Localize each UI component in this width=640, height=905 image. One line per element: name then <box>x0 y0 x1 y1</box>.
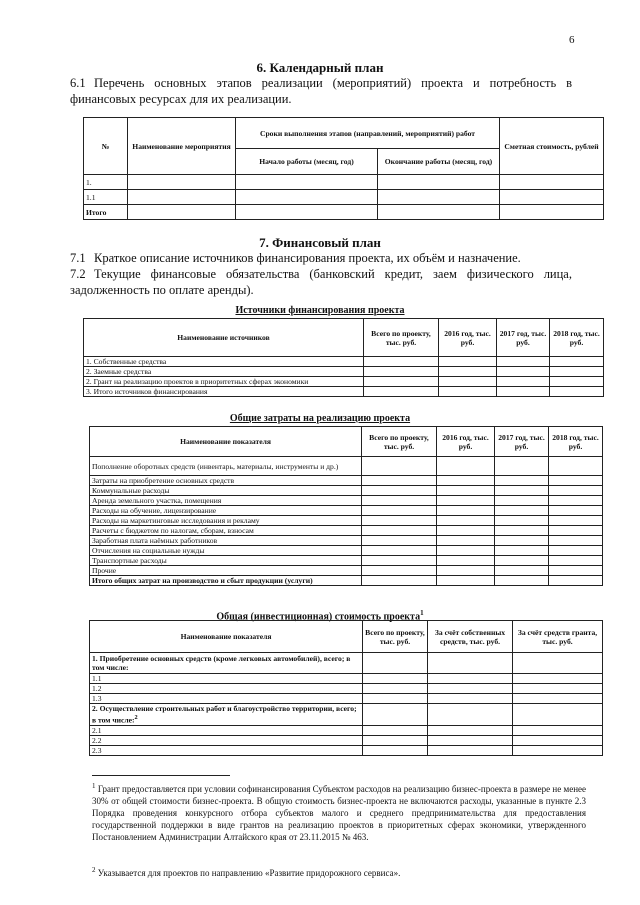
footnote-2 <box>92 864 586 879</box>
table-row-label: Итого <box>84 205 128 220</box>
sources-table <box>83 318 604 397</box>
footnote-text: Грант предоставляется при условии софинансирования Субъектом расходов на реализацию бизнес-проекта в размере не менее 30% от общей стоимости бизнес-проекта. В общую стоимость бизнес-проекта не включаются расходы, указанные в пункте 2.3 Порядка проведения конкурсного отбора субъектов малого и среднего предпринимательства для предоставления государственной поддержки в виде грантов на реализацию проектов в приоритетных сферах экономики, утвержденного Постановлением Администрации Алтайского края от 23.11.2015 № 463. <box>92 784 587 842</box>
col-start-header: Начало работы (месяц, год) <box>236 149 378 175</box>
table-row-label: Отчисления на социальные нужды <box>90 546 362 556</box>
table-row-label: 1.3 <box>90 694 363 704</box>
calendar-plan-table <box>83 117 604 220</box>
col-header: 2016 год, тыс. руб. <box>437 427 495 457</box>
table-row-label: 1.1 <box>90 674 363 684</box>
section-7-item-2 <box>70 266 572 298</box>
table-row-label: Аренда земельного участка, помещения <box>90 496 362 506</box>
item-number: 6.1 <box>70 76 86 90</box>
footnote-mark: 2 <box>134 714 138 721</box>
footnote-1 <box>92 780 586 843</box>
table-row-label: Заработная плата наёмных работников <box>90 536 362 546</box>
costs-table-caption: Общие затраты на реализацию проекта <box>229 413 411 424</box>
col-header: 2017 год, тыс. руб. <box>495 427 549 457</box>
sources-table-caption: Источники финансирования проекта <box>235 305 405 316</box>
table-row-label: 1. Собственные средства <box>84 357 364 367</box>
table-row-label: Затраты на приобретение основных средств <box>90 476 362 486</box>
page-number: 6 <box>569 34 575 46</box>
col-cost-header: Сметная стоимость, рублей <box>500 118 604 175</box>
footnote-mark: 2 <box>92 866 96 874</box>
costs-table <box>89 426 603 586</box>
footnote-divider <box>92 775 230 776</box>
item-number: 7.1 <box>70 251 86 265</box>
section-7-title: 7. Финансовый план <box>259 235 381 250</box>
table-row-label: 1.2 <box>90 684 363 694</box>
table-row-label: Расходы на обучение, лицензирование <box>90 506 362 516</box>
table-row-label: Расчеты с бюджетом по налогам, сборам, взносам <box>90 526 362 536</box>
col-header: 2018 год, тыс. руб. <box>549 427 603 457</box>
col-activity-header: Наименование мероприятия <box>128 118 236 175</box>
table-row-label: 1. <box>84 175 128 190</box>
col-header: 2017 год, тыс. руб. <box>497 319 550 357</box>
section-7-item-1 <box>70 250 572 266</box>
section-6-title: 6. Календарный план <box>256 60 384 75</box>
col-header: 2018 год, тыс. руб. <box>550 319 604 357</box>
col-header: Наименование источников <box>84 319 364 357</box>
col-header: За счёт средств гранта, тыс. руб. <box>513 621 603 653</box>
table-row-label: 2.2 <box>90 735 363 745</box>
item-number: 7.2 <box>70 267 86 281</box>
item-text: Краткое описание источников финансирования проекта, их объём и назначение. <box>94 251 521 265</box>
footnote-text: Указывается для проектов по направлению «Развитие придорожного сервиса». <box>97 868 401 878</box>
table-row-label: Транспортные расходы <box>90 556 362 566</box>
col-header: За счёт собственных средств, тыс. руб. <box>428 621 513 653</box>
col-header: Наименование показателя <box>90 427 362 457</box>
table-row-label: 1.1 <box>84 190 128 205</box>
table-row-label: Коммунальные расходы <box>90 486 362 496</box>
col-terms-header: Сроки выполнения этапов (направлений, мероприятий) работ <box>236 118 500 149</box>
col-number-header: № <box>84 118 128 175</box>
footnote-mark: 1 <box>420 609 424 617</box>
col-header: Всего по проекту, тыс. руб. <box>362 427 437 457</box>
item-text: Перечень основных этапов реализации (мероприятий) проекта и потребность в финансовых ресурсах для их реализации. <box>70 76 572 106</box>
table-row-label: Прочие <box>90 566 362 576</box>
invest-table <box>89 620 603 756</box>
table-row-label: 2.3 <box>90 745 363 755</box>
table-row-label: 1. Приобретение основных средств (кроме легковых автомобилей), всего; в том числе: <box>90 653 363 674</box>
table-row-label: 2. Грант на реализацию проектов в приоритетных сферах экономики <box>84 377 364 387</box>
table-row-label: Расходы на маркетинговые исследования и рекламу <box>90 516 362 526</box>
table-row-label: Итого общих затрат на производство и сбыт продукции (услуги) <box>90 576 362 586</box>
table-row-label: 2. Осуществление строительных работ и благоустройство территории, всего; в том числе: <box>92 704 357 725</box>
item-text: Текущие финансовые обязательства (банковский кредит, заем физического лица, задолженность по оплате аренды). <box>70 267 572 297</box>
caption-text: Общая (инвестиционная) стоимость проекта <box>216 611 421 623</box>
col-header: Наименование показателя <box>90 621 363 653</box>
table-row-label: 2.1 <box>90 725 363 735</box>
table-row-label-cell <box>90 704 363 726</box>
col-header: Всего по проекту, тыс. руб. <box>363 621 428 653</box>
col-header: Всего по проекту, тыс. руб. <box>364 319 439 357</box>
section-6-item <box>70 75 572 107</box>
col-header: 2016 год, тыс. руб. <box>439 319 497 357</box>
table-row-label: Пополнение оборотных средств (инвентарь, материалы, инструменты и др.) <box>90 457 362 476</box>
table-row-label: 3. Итого источников финансирования <box>84 387 364 397</box>
col-end-header: Окончание работы (месяц, год) <box>378 149 500 175</box>
footnote-mark: 1 <box>92 782 96 790</box>
table-row-label: 2. Заемные средства <box>84 367 364 377</box>
